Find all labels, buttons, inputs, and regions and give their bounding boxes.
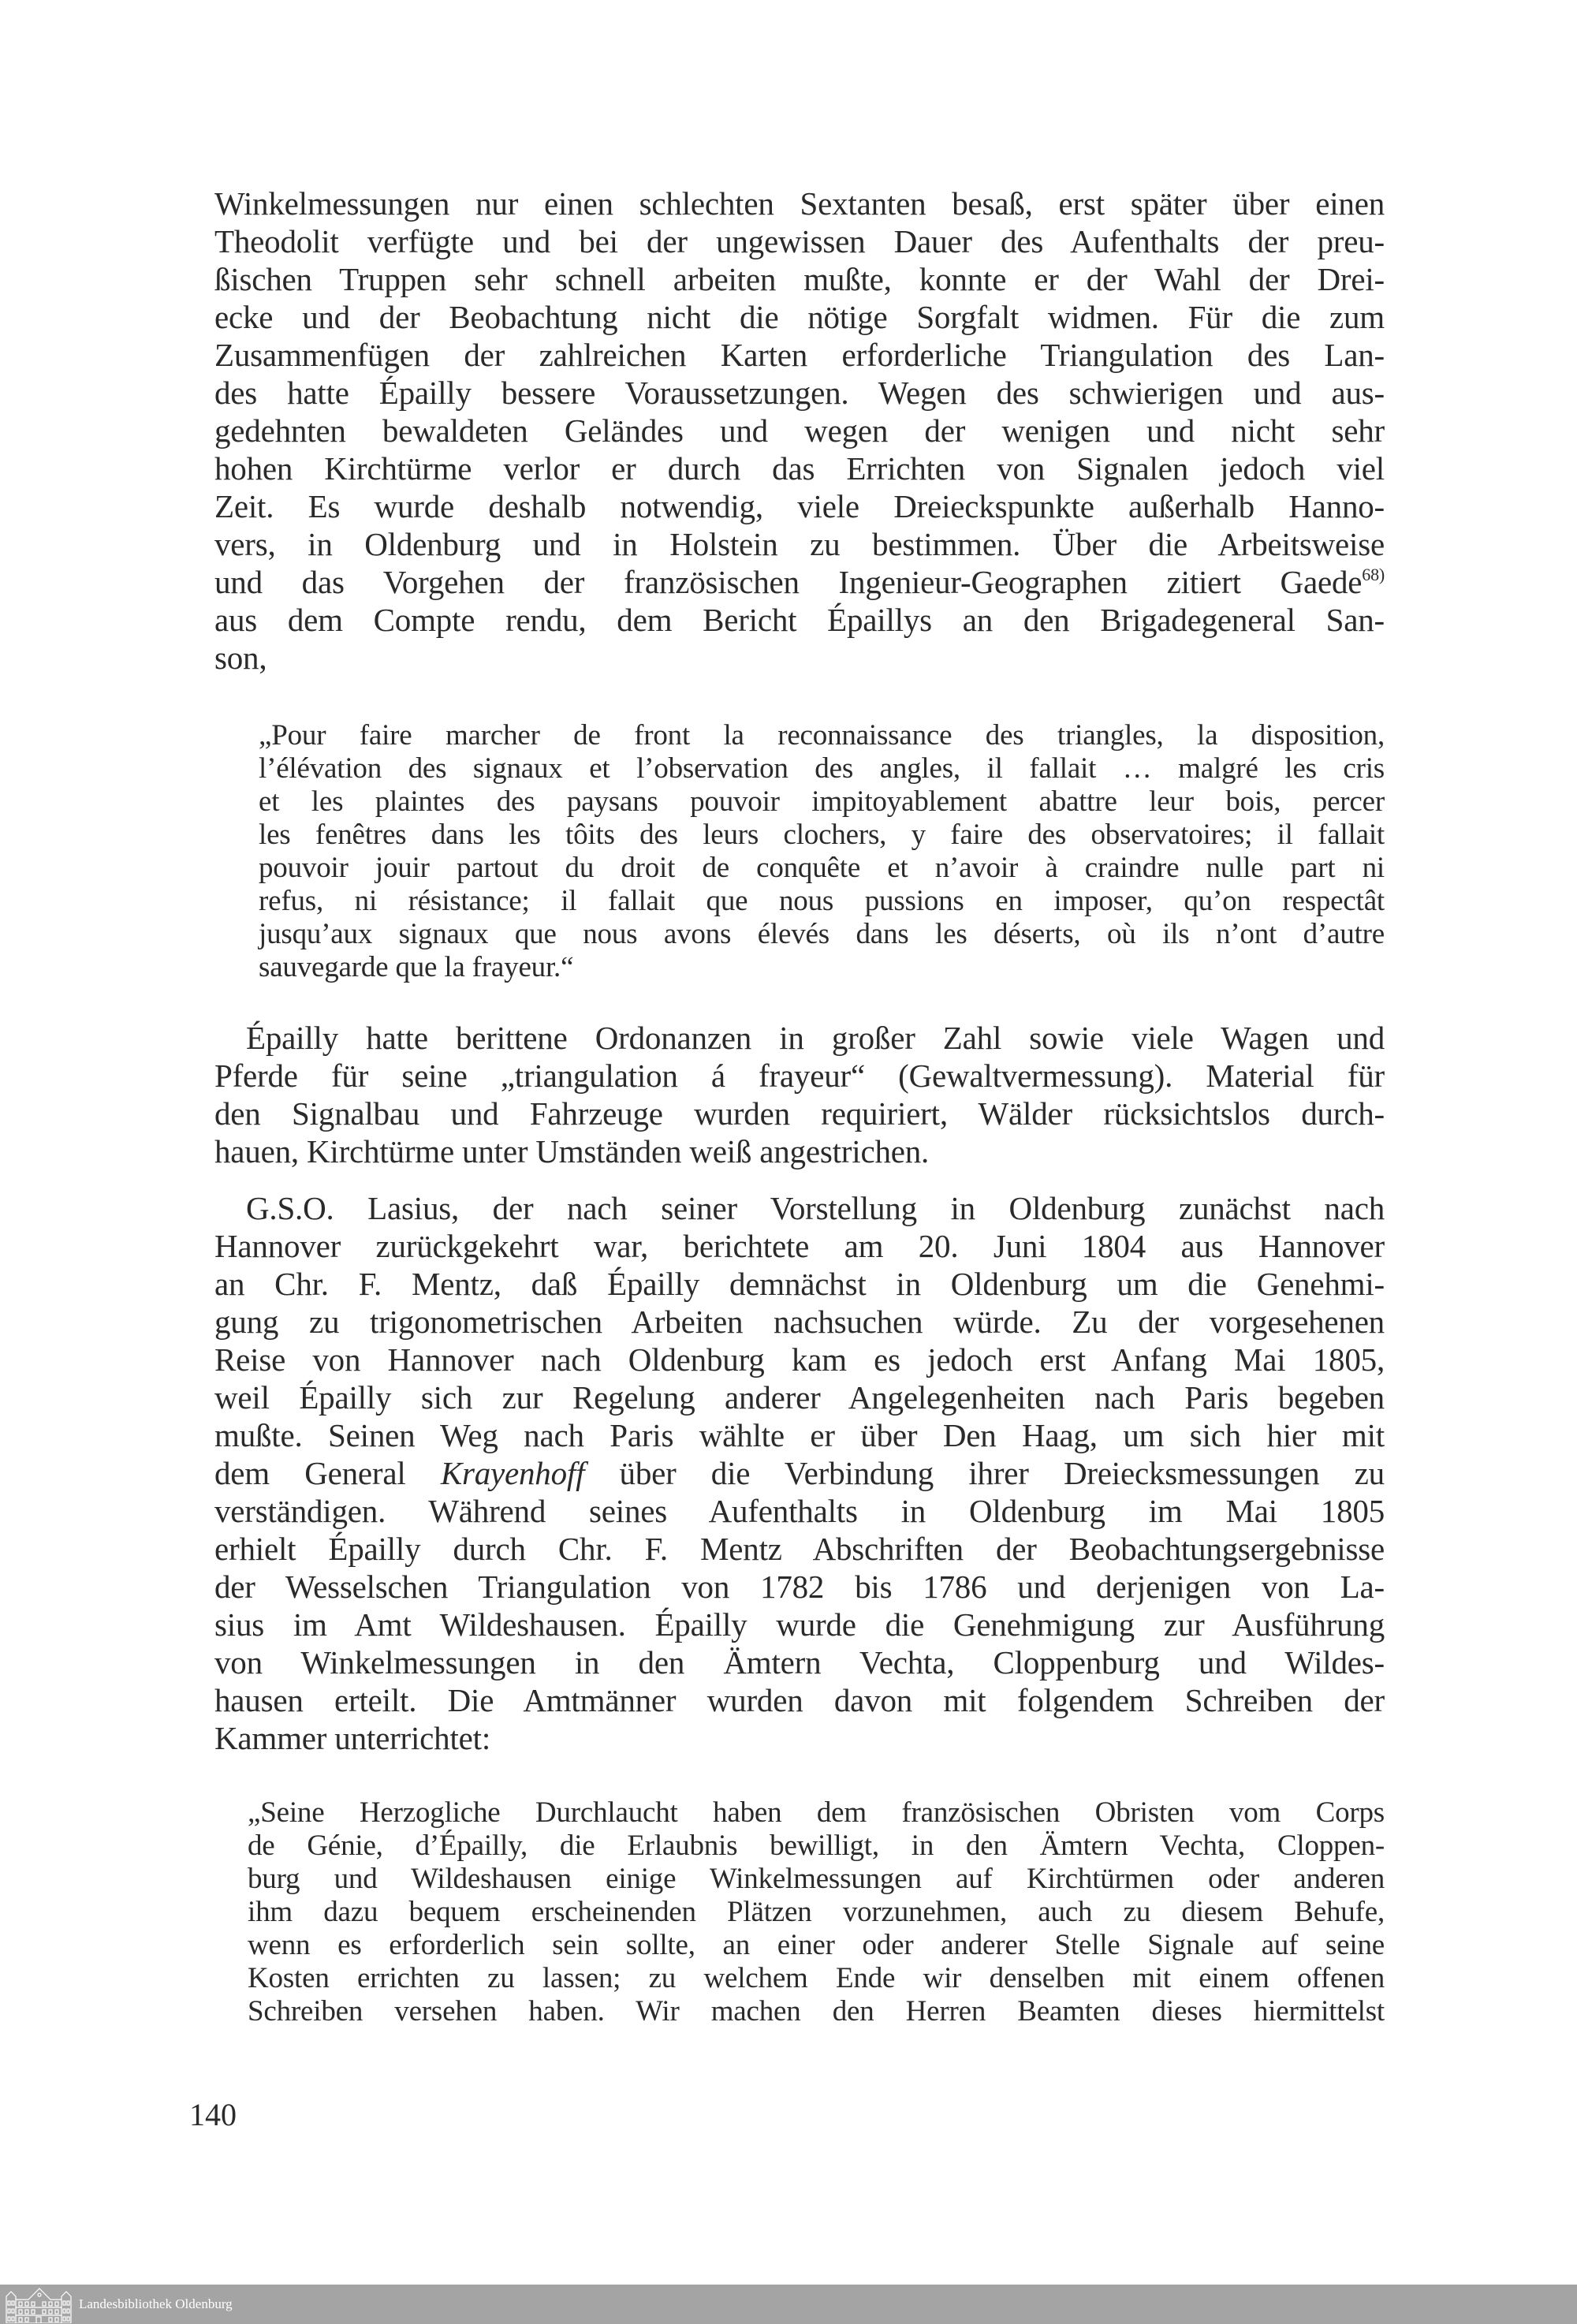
quote-line: de Génie, d’Épailly, die Erlaubnis bewilligt, in den Ämtern Vechta, Cloppen- <box>248 1830 1385 1862</box>
quote-line: les fenêtres dans les tôits des leurs clochers, y faire des observatoires; il fallait <box>259 819 1385 851</box>
text-line: ßischen Truppen sehr schnell arbeiten mußte, konnte er der Wahl der Drei- <box>214 261 1385 297</box>
quote-line: jusqu’aux signaux que nous avons élevés dans les déserts, où ils n’ont d’autre <box>259 918 1385 950</box>
text-line-with-italic <box>214 1454 1385 1492</box>
library-building-icon <box>5 2287 73 2323</box>
quote-line: sauvegarde que la frayeur.“ <box>259 951 574 983</box>
paragraph-2 <box>214 1019 1385 1170</box>
text-line: mußte. Seinen Weg nach Paris wählte er über Den Haag, um sich hier mit <box>214 1417 1385 1453</box>
text-line: verständigen. Während seines Aufenthalts in Oldenburg im Mai 1805 <box>214 1493 1385 1529</box>
text-line: ecke und der Beobachtung nicht die nötige Sorgfalt widmen. Für die zum <box>214 299 1385 335</box>
text-line-with-footnote <box>214 563 1385 601</box>
text-line: weil Épailly sich zur Regelung anderer Angelegenheiten nach Paris begeben <box>214 1379 1385 1416</box>
library-footer-bar <box>0 2285 1577 2324</box>
italic-name: Krayenhoff <box>440 1455 585 1491</box>
quote-line: l’élévation des signaux et l’observation des angles, il fallait … malgré les cris <box>259 752 1385 785</box>
quote-line: burg und Wildeshausen einige Winkelmessungen auf Kirchtürmen oder anderen <box>248 1863 1385 1895</box>
text-fragment: über die Verbindung ihrer Dreiecksmessungen zu <box>619 1455 1385 1491</box>
text-line: hauen, Kirchtürme unter Umständen weiß angestrichen. <box>214 1133 930 1169</box>
library-name: Landesbibliothek Oldenburg <box>79 2296 233 2311</box>
text-line: son, <box>214 640 267 676</box>
paragraph-1 <box>214 185 1385 677</box>
text-line: erhielt Épailly durch Chr. F. Mentz Abschriften der Beobachtungsergebnisse <box>214 1531 1385 1567</box>
text-line: Kammer unterrichtet: <box>214 1720 491 1756</box>
text-line: aus dem Compte rendu, dem Bericht Épaillys an den Brigadegeneral San- <box>214 602 1385 638</box>
text-line: G.S.O. Lasius, der nach seiner Vorstellung in Oldenburg zunächst nach <box>246 1190 1385 1226</box>
text-line: Theodolit verfügte und bei der ungewissen Dauer des Aufenthalts der preu- <box>214 223 1385 259</box>
text-line: Zeit. Es wurde deshalb notwendig, viele Dreieckspunkte außerhalb Hanno- <box>214 488 1385 524</box>
text-line: hausen erteilt. Die Amtmänner wurden davon mit folgendem Schreiben der <box>214 1682 1385 1718</box>
quote-line: ihm dazu bequem erscheinenden Plätzen vorzunehmen, auch zu diesem Behufe, <box>248 1896 1385 1928</box>
text-line: vers, in Oldenburg und in Holstein zu bestimmen. Über die Arbeitsweise <box>214 526 1385 562</box>
quote-line: wenn es erforderlich sein sollte, an einer oder anderer Stelle Signale auf seine <box>248 1929 1385 1961</box>
text-line: Reise von Hannover nach Oldenburg kam es jedoch erst Anfang Mai 1805, <box>214 1341 1385 1378</box>
text-line: der Wesselschen Triangulation von 1782 bis 1786 und derjenigen von La- <box>214 1569 1385 1605</box>
quote-line: refus, ni résistance; il fallait que nous pussions en imposer, qu’on respectât <box>259 885 1385 917</box>
quote-line: pouvoir jouir partout du droit de conquête et n’avoir à craindre nulle part ni <box>259 852 1385 884</box>
text-line: gung zu trigonometrischen Arbeiten nachsuchen würde. Zu der vorgesehenen <box>214 1304 1385 1340</box>
text-line: Zusammenfügen der zahlreichen Karten erforderliche Triangulation des Lan- <box>214 337 1385 373</box>
quote-line: et les plaintes des paysans pouvoir impitoyablement abattre leur bois, percer <box>259 785 1385 818</box>
text-line: Pferde für seine „triangulation á frayeur“ (Gewaltvermessung). Material für <box>214 1058 1385 1094</box>
quote-line: Schreiben versehen haben. Wir machen den Herren Beamten dieses hiermittelst <box>248 1995 1385 2027</box>
quote-line: „Seine Herzogliche Durchlaucht haben dem französischen Obristen vom Corps <box>248 1796 1385 1829</box>
text-line: gedehnten bewaldeten Geländes und wegen der wenigen und nicht sehr <box>214 412 1385 449</box>
text-line: an Chr. F. Mentz, daß Épailly demnächst in Oldenburg um die Genehmi- <box>214 1266 1385 1302</box>
text-line: sius im Amt Wildeshausen. Épailly wurde die Genehmigung zur Ausführung <box>214 1606 1385 1643</box>
text-line: Winkelmessungen nur einen schlechten Sextanten besaß, erst später über einen <box>214 185 1385 222</box>
text-fragment: dem General <box>214 1455 406 1491</box>
text-line: den Signalbau und Fahrzeuge wurden requiriert, Wälder rücksichtslos durch- <box>214 1095 1385 1132</box>
text-fragment: und das Vorgehen der französischen Ingenieur-Geographen zitiert Gaede <box>214 564 1363 600</box>
quote-line: Kosten errichten zu lassen; zu welchem Ende wir denselben mit einem offenen <box>248 1962 1385 1994</box>
text-line: des hatte Épailly bessere Voraussetzungen. Wegen des schwierigen und aus- <box>214 375 1385 411</box>
text-line: Hannover zurückgekehrt war, berichtete am 20. Juni 1804 aus Hannover <box>214 1228 1385 1264</box>
page-number: 140 <box>189 2097 237 2132</box>
text-line: hohen Kirchtürme verlor er durch das Errichten von Signalen jedoch viel <box>214 450 1385 487</box>
quote-line: „Pour faire marcher de front la reconnaissance des triangles, la disposition, <box>259 719 1385 752</box>
text-line: von Winkelmessungen in den Ämtern Vechta, Cloppenburg und Wildes- <box>214 1644 1385 1681</box>
paragraph-3 <box>214 1189 1385 1757</box>
footnote-reference[interactable]: 68) <box>1362 565 1385 584</box>
text-line: Épailly hatte berittene Ordonanzen in großer Zahl sowie viele Wagen und <box>246 1020 1385 1056</box>
block-quote-french <box>259 719 1385 984</box>
block-quote-german <box>248 1796 1385 2028</box>
